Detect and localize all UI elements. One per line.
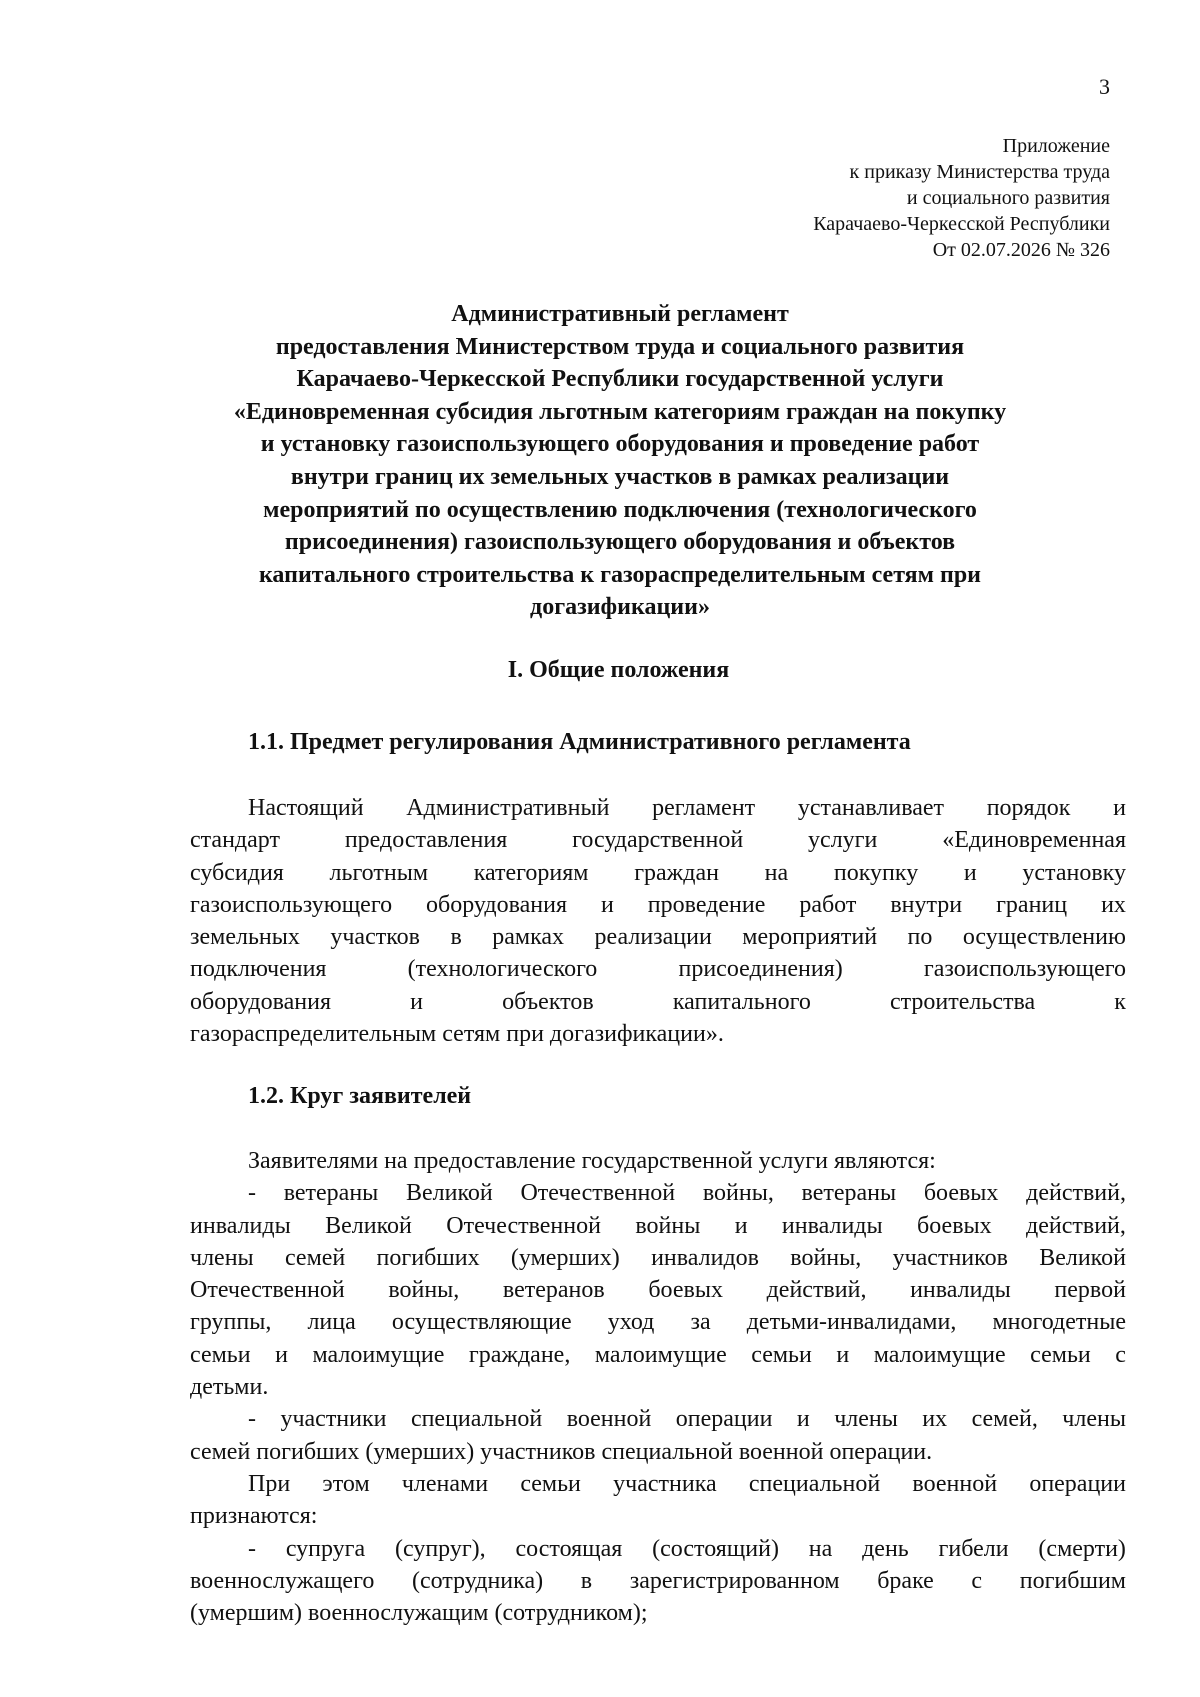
page-number: 3 — [1099, 74, 1110, 99]
appendix-line: и социального развития — [906, 187, 1110, 209]
word: участников — [892, 1244, 1008, 1271]
word: рамках — [492, 924, 565, 951]
word: ветеранов — [502, 1277, 605, 1304]
text-line — [190, 1210, 1126, 1242]
word: Великой — [325, 1212, 412, 1239]
word: реализации — [594, 924, 712, 951]
word: семей, — [971, 1406, 1038, 1433]
word: супруга — [285, 1535, 366, 1562]
text-line — [190, 1177, 1126, 1209]
word: малоимущие — [312, 1341, 445, 1368]
word: границ — [996, 891, 1068, 918]
word: (супруг), — [394, 1535, 486, 1562]
word: с — [971, 1567, 983, 1594]
text-line — [190, 1274, 1126, 1306]
text-line — [190, 792, 1126, 824]
word: инвалиды — [190, 1212, 291, 1239]
word: устанавливает — [797, 795, 945, 821]
subsection-1-paragraph — [190, 792, 1126, 1050]
text-line — [190, 889, 1126, 921]
word: газоиспользующего — [923, 956, 1126, 983]
word: зарегистрированном — [629, 1567, 840, 1594]
word: семьи — [520, 1470, 581, 1497]
word: и — [796, 1406, 810, 1433]
word: ветераны — [283, 1180, 379, 1207]
text-line — [190, 1533, 1126, 1565]
word: (смерти) — [1038, 1535, 1126, 1562]
appendix-date-number: От 02.07.2026 № 326 — [932, 239, 1110, 261]
title-line: и установку газоиспользующего оборудования и проведение работ — [260, 431, 980, 458]
text-line — [190, 1339, 1126, 1371]
word: стандарт — [190, 827, 280, 854]
word: (сотрудника) — [411, 1567, 544, 1594]
text-line: детьми. — [190, 1374, 269, 1401]
subsection-2-body — [190, 1145, 1126, 1629]
word: земельных — [190, 924, 300, 951]
word: При — [248, 1470, 291, 1497]
word: (состоящий) — [652, 1535, 779, 1562]
word: за — [690, 1309, 711, 1336]
word: граждан — [634, 859, 719, 886]
word: субсидия — [190, 859, 284, 886]
word: порядок — [986, 795, 1071, 821]
word: операции — [1029, 1470, 1126, 1497]
word: инвалиды — [910, 1277, 1011, 1304]
text-line — [190, 1306, 1126, 1338]
word: военной — [912, 1470, 998, 1497]
word: по — [907, 924, 933, 951]
word: участника — [613, 1470, 717, 1497]
word: операции — [675, 1406, 773, 1433]
section-heading: I. Общие положения — [507, 657, 730, 683]
word: специальной — [748, 1470, 881, 1497]
word: установку — [1022, 859, 1126, 886]
word: члены — [1062, 1406, 1126, 1433]
word: боевых — [917, 1212, 992, 1239]
word: покупку — [833, 859, 919, 886]
word: Великой — [1039, 1244, 1126, 1271]
title-line: догазификации» — [530, 594, 710, 621]
subsection-1-heading: 1.1. Предмет регулирования Административного регламента — [248, 729, 911, 755]
title-line: капитального строительства к газораспределительным сетям при — [258, 561, 982, 588]
word: гибели — [938, 1535, 1009, 1562]
word: и — [1113, 795, 1126, 821]
word: предоставления — [344, 827, 508, 854]
word: детьми-инвалидами, — [746, 1309, 957, 1336]
word: Административный — [406, 795, 610, 821]
text-line — [190, 857, 1126, 889]
word: и — [734, 1212, 748, 1239]
word: этом — [322, 1470, 370, 1497]
word: - — [248, 1180, 256, 1207]
word: категориям — [473, 859, 589, 886]
word: услуги — [808, 827, 878, 854]
title-line: «Единовременная субсидия льготным категориям граждан на покупку — [233, 398, 1007, 425]
word: браке — [877, 1567, 934, 1594]
word: подключения — [190, 956, 327, 983]
word: с — [1115, 1341, 1126, 1368]
word: Великой — [405, 1180, 493, 1207]
word: газоиспользующего — [190, 891, 393, 918]
text-line: газораспределительным сетям при догазификации». — [190, 1021, 724, 1048]
word: войны, — [790, 1244, 862, 1271]
word: членами — [401, 1470, 489, 1497]
word: действий, — [766, 1277, 867, 1304]
word: капитального — [672, 988, 811, 1015]
word: ветераны — [801, 1180, 897, 1207]
word: государственной — [572, 827, 744, 854]
word: осуществлению — [962, 924, 1126, 951]
word: регламент — [652, 795, 756, 821]
document-title — [160, 298, 1080, 624]
title-line: внутри границ их земельных участков в рамках реализации — [290, 463, 950, 490]
text-line: Заявителями на предоставление государственной услуги являются: — [248, 1148, 936, 1174]
word: инвалиды — [781, 1212, 883, 1239]
text-line — [190, 1565, 1126, 1597]
word: мероприятий — [742, 924, 878, 951]
appendix-line: к приказу Министерства труда — [849, 161, 1110, 183]
word: Отечественной — [190, 1277, 345, 1304]
word: Отечественной — [520, 1180, 676, 1207]
word: в — [580, 1567, 593, 1594]
word: специальной — [410, 1406, 543, 1433]
word: члены — [834, 1406, 898, 1433]
word: и — [275, 1341, 288, 1368]
word: малоимущие — [594, 1341, 727, 1368]
word: (технологического — [407, 956, 598, 983]
word: уход — [607, 1309, 655, 1336]
word: малоимущие — [873, 1341, 1006, 1368]
word: боевых — [648, 1277, 723, 1304]
title-line: Карачаево-Черкесской Республики государственной услуги — [296, 366, 944, 393]
text-line: семей погибших (умерших) участников специальной военной операции. — [190, 1438, 933, 1465]
word: оборудования — [190, 988, 331, 1015]
word: первой — [1054, 1277, 1126, 1304]
word: строительства — [889, 988, 1036, 1015]
word: инвалидов — [651, 1244, 759, 1271]
appendix-line: Приложение — [1002, 135, 1110, 157]
title-line: мероприятий по осуществлению подключения (технологического — [263, 496, 977, 523]
word: группы, — [190, 1309, 272, 1336]
word: присоединения) — [678, 956, 843, 983]
word: оборудования — [426, 891, 568, 918]
word: семьи — [1030, 1341, 1091, 1368]
word: - — [248, 1406, 256, 1433]
word: члены — [190, 1244, 254, 1271]
word: участков — [330, 924, 420, 951]
word: семьи — [190, 1341, 251, 1368]
word: Настоящий — [248, 795, 364, 821]
word: льготным — [329, 859, 429, 886]
text-line — [190, 1242, 1126, 1274]
word: военнослужащего — [190, 1567, 375, 1594]
title-line: предоставления Министерством труда и социального развития — [275, 333, 965, 360]
text-line: признаются: — [190, 1503, 318, 1530]
text-line — [190, 1403, 1126, 1435]
word: день — [862, 1535, 909, 1562]
appendix-line: Карачаево-Черкесской Республики — [813, 213, 1110, 235]
text-line — [190, 921, 1126, 953]
word: семей — [284, 1244, 346, 1271]
title-line: присоединения) газоиспользующего оборудования и объектов — [284, 529, 956, 556]
text-line: (умершим) военнослужащим (сотрудником); — [190, 1600, 648, 1627]
word: многодетные — [992, 1309, 1126, 1336]
word: граждане, — [468, 1341, 571, 1368]
word: состоящая — [515, 1535, 623, 1562]
word: и — [836, 1341, 850, 1368]
word: действий, — [1026, 1180, 1126, 1207]
title-line: Административный регламент — [451, 301, 789, 327]
word: осуществляющие — [391, 1309, 572, 1336]
word: войны, — [702, 1180, 774, 1207]
word: на — [808, 1535, 833, 1562]
word: войны — [635, 1212, 701, 1239]
text-line — [190, 986, 1126, 1018]
word: погибшим — [1019, 1567, 1126, 1594]
word: семьи — [751, 1341, 812, 1368]
subsection-2-heading: 1.2. Круг заявителей — [248, 1083, 472, 1109]
word: боевых — [923, 1180, 999, 1207]
word: в — [450, 924, 462, 951]
word: погибших — [376, 1244, 480, 1271]
word: войны, — [388, 1277, 460, 1304]
word: военной — [566, 1406, 652, 1433]
word: действий, — [1026, 1212, 1126, 1239]
word: объектов — [502, 988, 594, 1015]
word: - — [248, 1535, 256, 1562]
word: и — [600, 891, 614, 918]
appendix-block — [813, 133, 1110, 263]
word: и — [963, 859, 977, 886]
text-line — [190, 824, 1126, 856]
word: их — [1101, 891, 1126, 918]
word: и — [410, 988, 423, 1015]
word: их — [922, 1406, 948, 1433]
word: (умерших) — [510, 1244, 620, 1271]
text-line — [190, 1468, 1126, 1500]
word: к — [1114, 988, 1126, 1015]
word: Отечественной — [446, 1212, 601, 1239]
word: «Единовременная — [942, 827, 1126, 854]
word: внутри — [890, 891, 963, 918]
word: проведение — [647, 891, 766, 918]
word: работ — [799, 891, 857, 918]
text-line — [190, 953, 1126, 985]
word: лица — [307, 1309, 356, 1336]
word: на — [764, 859, 789, 886]
word: участники — [280, 1406, 387, 1433]
